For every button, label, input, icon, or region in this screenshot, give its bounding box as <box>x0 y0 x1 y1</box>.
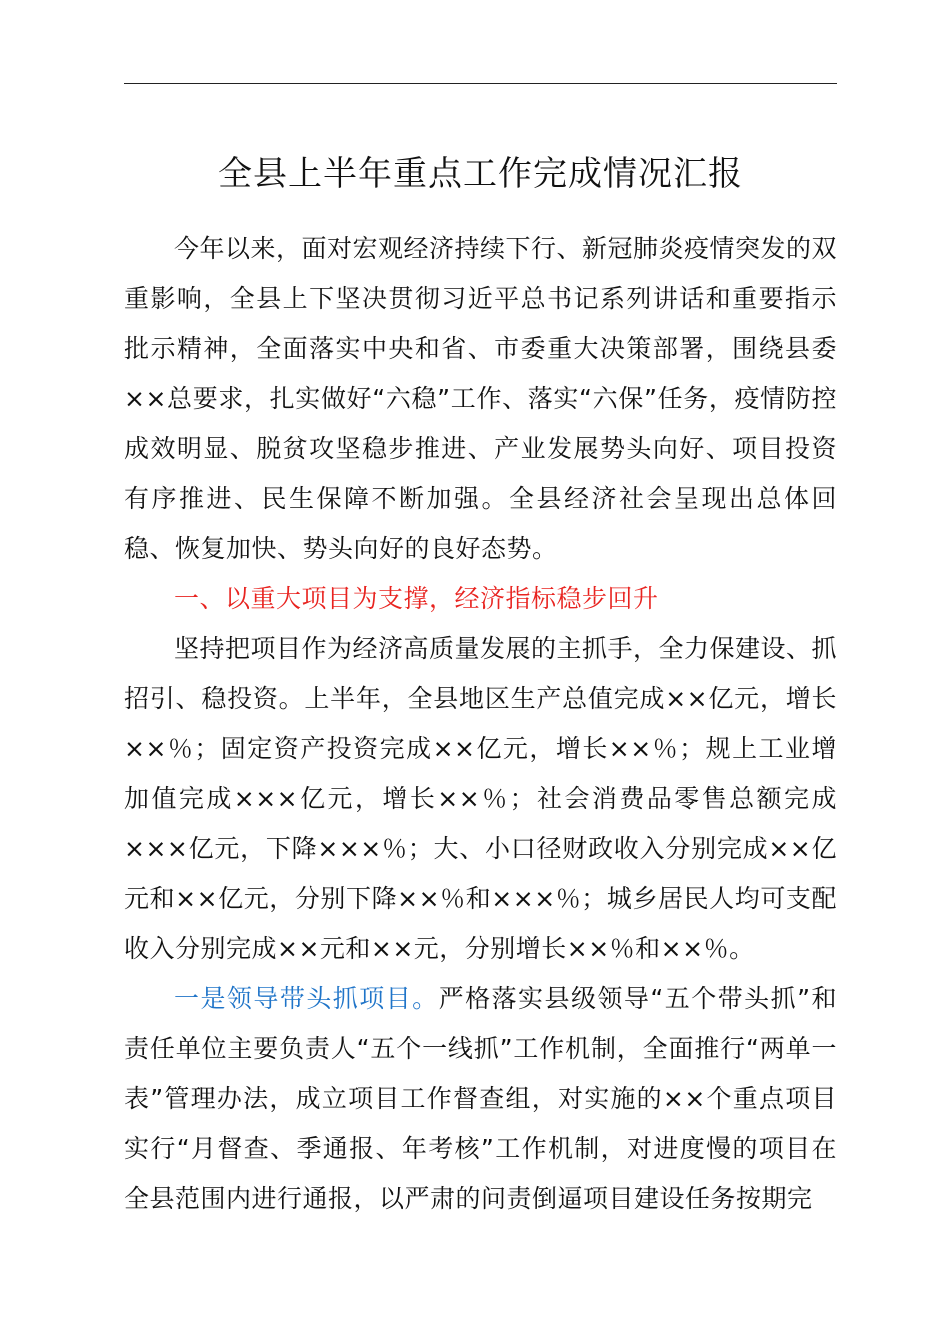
header-rule <box>124 83 837 84</box>
document-body <box>124 224 837 1224</box>
point-1-lead: 一是领导带头抓项目。 <box>174 984 439 1013</box>
section-1-heading: 一、以重大项目为支撑，经济指标稳步回升 <box>174 584 659 613</box>
intro-paragraph: 今年以来，面对宏观经济持续下行、新冠肺炎疫情突发的双重影响，全县上下坚决贯彻习近平总书记系列讲话和重要指示批示精神，全面落实中央和省、市委重大决策部署，围绕县委××总要求，扎实做好“六稳”工作、落实“六保”任务，疫情防控成效明显、脱贫攻坚稳步推进、产业发展势头向好、项目投资有序推进、民生保障不断加强。全县经济社会呈现出总体回稳、恢复加快、势头向好的良好态势。 <box>124 234 838 563</box>
section-1-paragraph: 坚持把项目作为经济高质量发展的主抓手，全力保建设、抓招引、稳投资。上半年，全县地区生产总值完成××亿元，增长××％；固定资产投资完成××亿元，增长××％；规上工业增加值完成×××亿元，增长××％；社会消费品零售总额完成×××亿元，下降×××％；大、小口径财政收入分别完成××亿元和××亿元，分别下降××％和×××％；城乡居民人均可支配收入分别完成××元和××元，分别增长××％和××％。 <box>124 634 838 963</box>
point-1-text: 严格落实县级领导“五个带头抓”和责任单位主要负责人“五个一线抓”工作机制，全面推行“两单一表”管理办法，成立项目工作督查组，对实施的××个重点项目实行“月督查、季通报、年考核”工作机制，对进度慢的项目在全县范围内进行通报，以严肃的问责倒逼项目建设任务按期完 <box>124 984 837 1213</box>
point-1-paragraph <box>124 974 837 1224</box>
document-title: 全县上半年重点工作完成情况汇报 <box>218 154 743 194</box>
